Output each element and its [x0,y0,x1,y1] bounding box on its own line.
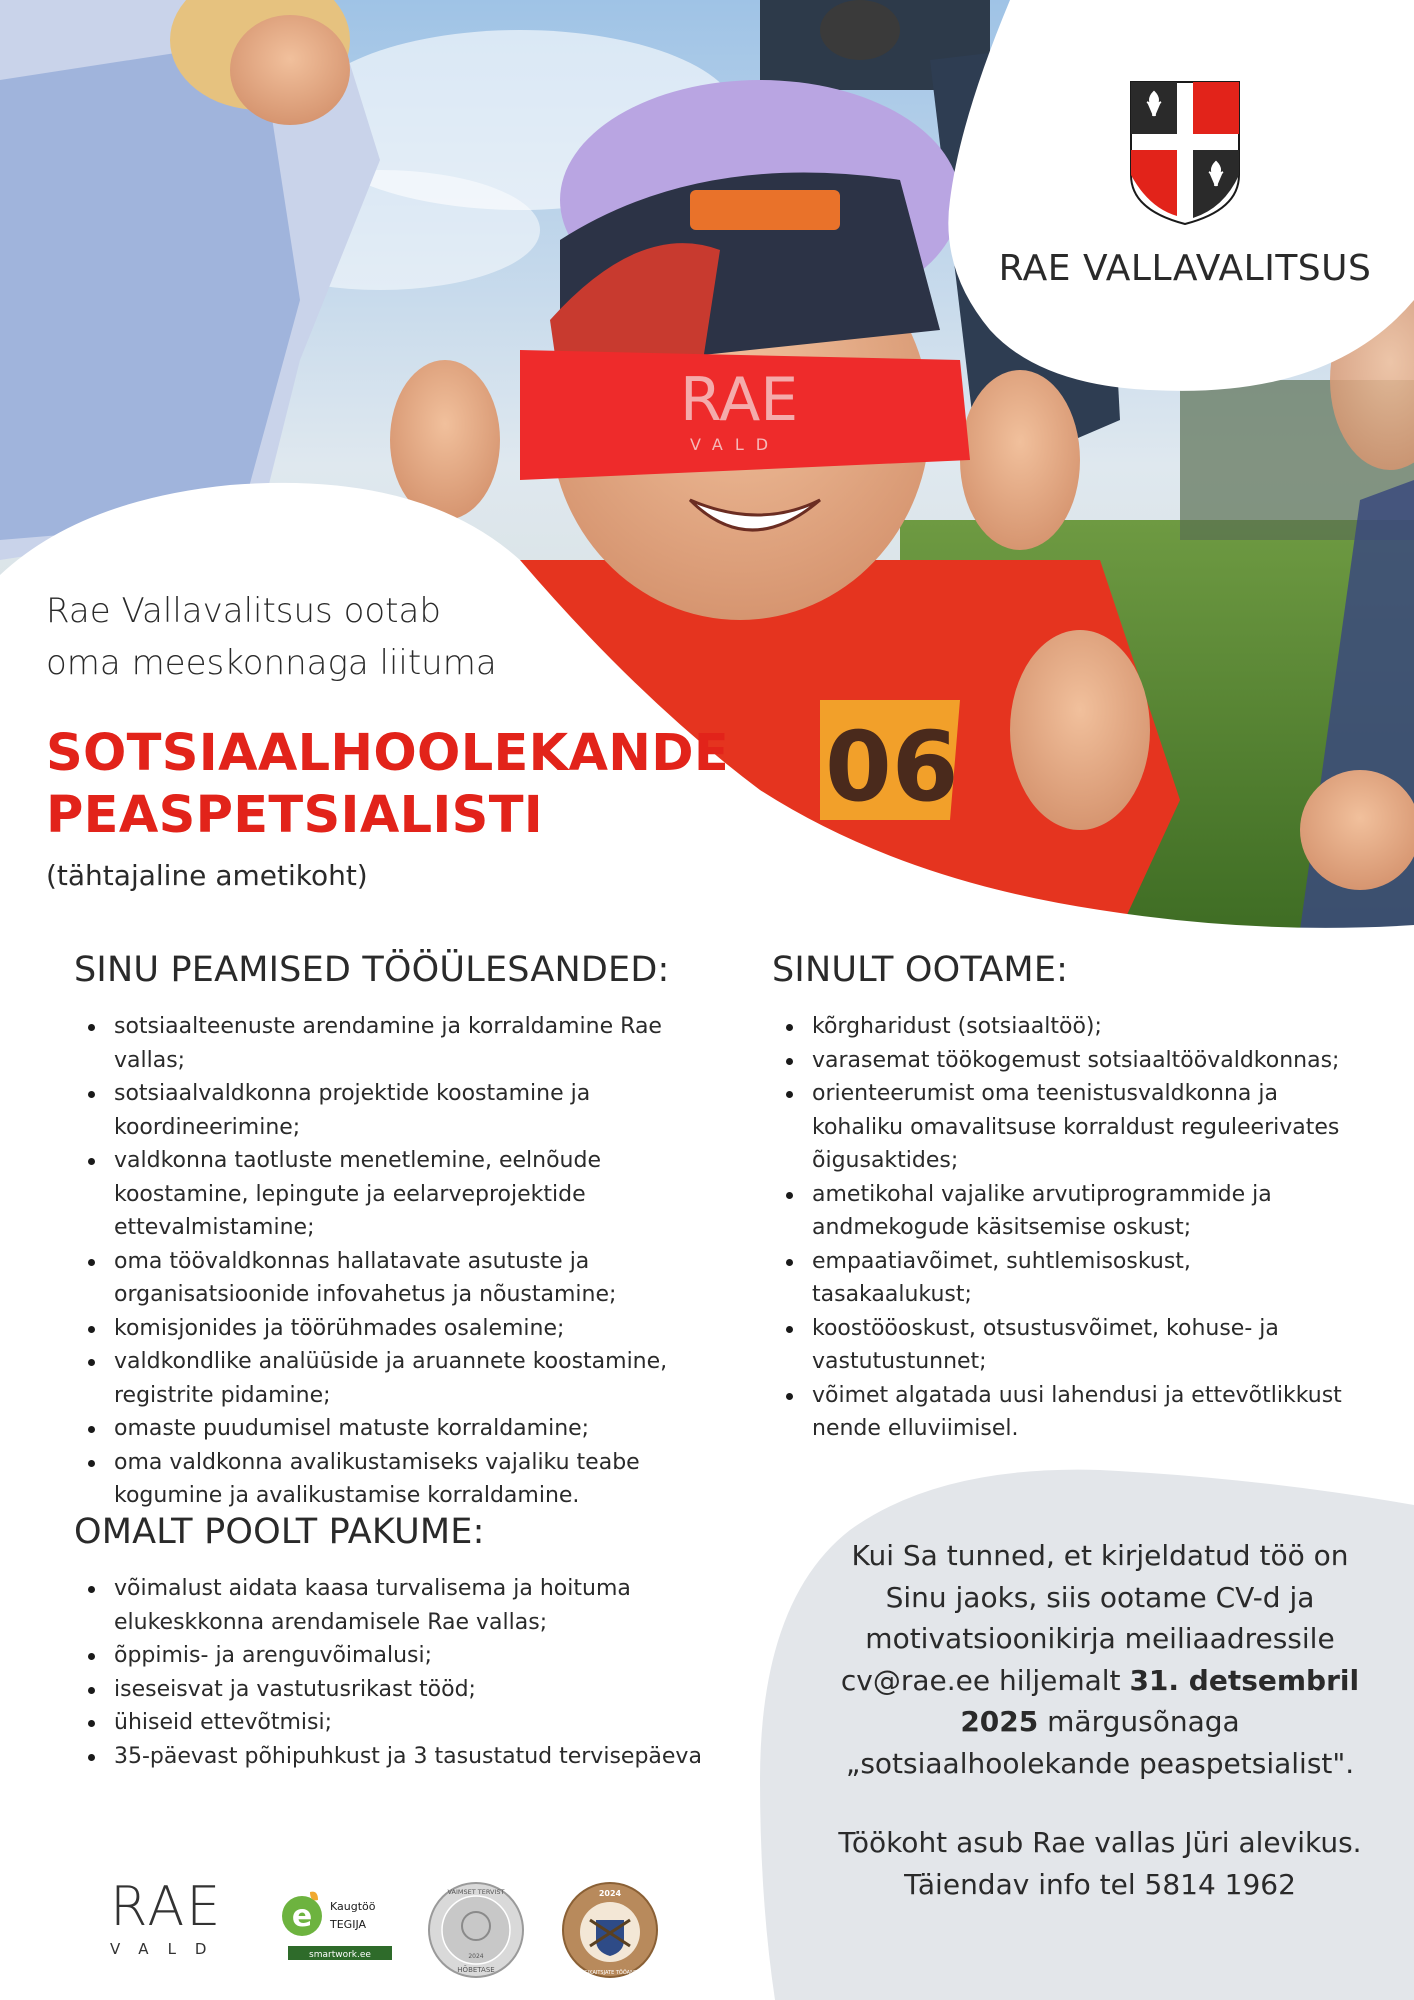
intro-block [46,585,729,892]
apply-text-part-1: Kui Sa tunned, et kirjeldatud töö on Sinu jaoks, siis ootame CV-d ja motivatsioonikirja meiliaadressile cv@rae.ee hiljemalt [840,1539,1349,1697]
list-item: sotsiaalteenuste arendamine ja korraldamine Rae vallas; [74,1010,734,1077]
svg-text:06: 06 [825,711,959,823]
rae-vald-logo [110,1875,230,1958]
expectations-section [772,950,1352,1446]
expectations-list [772,1010,1352,1446]
tasks-section [74,950,734,1513]
list-item: orienteerumist oma teenistusvaldkonna ja kohaliku omavalitsuse korraldust reguleerivates õigusaktides; [772,1077,1352,1178]
location-info [820,1822,1380,1906]
rae-wordmark: RAE [110,1875,223,1938]
riigi-year: 2024 [598,1889,622,1898]
vald-wordmark: VALD [110,1940,226,1958]
list-item: iseseisvat ja vastutusrikast tööd; [74,1673,734,1707]
list-item: oma töövaldkonnas hallatavate asutuste ja organisatsioonide infovahetus ja nõustamine; [74,1245,734,1312]
vaimset-year: 2024 [468,1953,484,1960]
org-name: RAE VALLAVALITSUS [998,248,1372,289]
list-item: ametikohal vajalike arvutiprogrammide ja andmekogude käsitsemise oskust; [772,1178,1352,1245]
riigi-text: RIIGIKAITSJATE TÖÖANDJA [577,1970,643,1976]
contact-line: Täiendav info tel 5814 1962 [904,1868,1296,1901]
job-title-line-1: SOTSIAALHOOLEKANDE [46,724,729,783]
vaimset-bottom-text: HÕBETASE [457,1966,495,1974]
offer-section [74,1512,734,1773]
kaugtoo-site: smartwork.ee [309,1950,371,1960]
list-item: komisjonides ja töörühmades osalemine; [74,1312,734,1346]
intro-line-1: Rae Vallavalitsus ootab [46,591,441,631]
list-item: varasemat töökogemust sotsiaaltöövaldkonnas; [772,1044,1352,1078]
coat-of-arms-icon [1129,80,1241,226]
kaugtoo-tegija-logo [280,1890,400,1962]
offer-list [74,1572,734,1773]
location-line: Töökoht asub Rae vallas Jüri alevikus. [838,1826,1362,1859]
svg-text:VALD: VALD [690,435,781,454]
list-item: empaatiavõimet, suhtlemisoskust, tasakaalukust; [772,1245,1352,1312]
list-item: oma valdkonna avalikustamiseks vajaliku teabe kogumine ja avalikustamise korraldamine. [74,1446,734,1513]
list-item: õppimis- ja arenguvõimalusi; [74,1639,734,1673]
job-title-line-2: PEASPETSIALISTI [46,786,544,845]
job-title [46,723,729,847]
offer-heading: OMALT POOLT PAKUME: [74,1512,485,1552]
list-item: sotsiaalvaldkonna projektide koostamine ja koordineerimine; [74,1077,734,1144]
kaugtoo-line-1: Kaugtöö [330,1900,376,1913]
list-item: valdkonna taotluste menetlemine, eelnõude koostamine, lepingute ja eelarveprojektide ettevalmistamine; [74,1144,734,1245]
tasks-list [74,1010,734,1513]
expectations-heading: SINULT OOTAME: [772,950,1069,990]
intro-line-2: oma meeskonnaga liituma [46,643,497,683]
list-item: koostööoskust, otsustusvõimet, kohuse- ja vastutustunnet; [772,1312,1352,1379]
municipality-logo [990,80,1380,289]
deadline: 31. detsembril 2025 [960,1663,1360,1738]
kaugtoo-line-2: TEGIJA [330,1918,367,1931]
apply-instructions [820,1535,1380,1784]
list-item: võimalust aidata kaasa turvalisema ja hoituma elukeskkonna arendamisele Rae vallas; [74,1572,734,1639]
list-item: kõrgharidust (sotsiaaltöö); [772,1010,1352,1044]
vaimset-top-text: VAIMSET TERVIST [447,1888,505,1896]
list-item: 35-päevast põhipuhkust ja 3 tasustatud tervisepäeva [74,1740,734,1774]
vaimset-tervist-badge [426,1880,526,1980]
job-subtitle: (tähtajaline ametikoht) [46,859,368,892]
list-item: võimet algatada uusi lahendusi ja ettevõtlikkust nende elluviimisel. [772,1379,1352,1446]
list-item: valdkondlike analüüside ja aruannete koostamine, registrite pidamine; [74,1345,734,1412]
list-item: omaste puudumisel matuste korraldamine; [74,1412,734,1446]
tasks-heading: SINU PEAMISED TÖÖÜLESANDED: [74,950,670,990]
svg-text:RAE: RAE [680,365,799,435]
list-item: ühiseid ettevõtmisi; [74,1706,734,1740]
apply-text-part-2: märgusõnaga „sotsiaalhoolekande peaspetsialist". [845,1705,1355,1780]
svg-text:e: e [291,1899,313,1934]
riigikaitsjate-tooandja-badge [560,1880,660,1980]
